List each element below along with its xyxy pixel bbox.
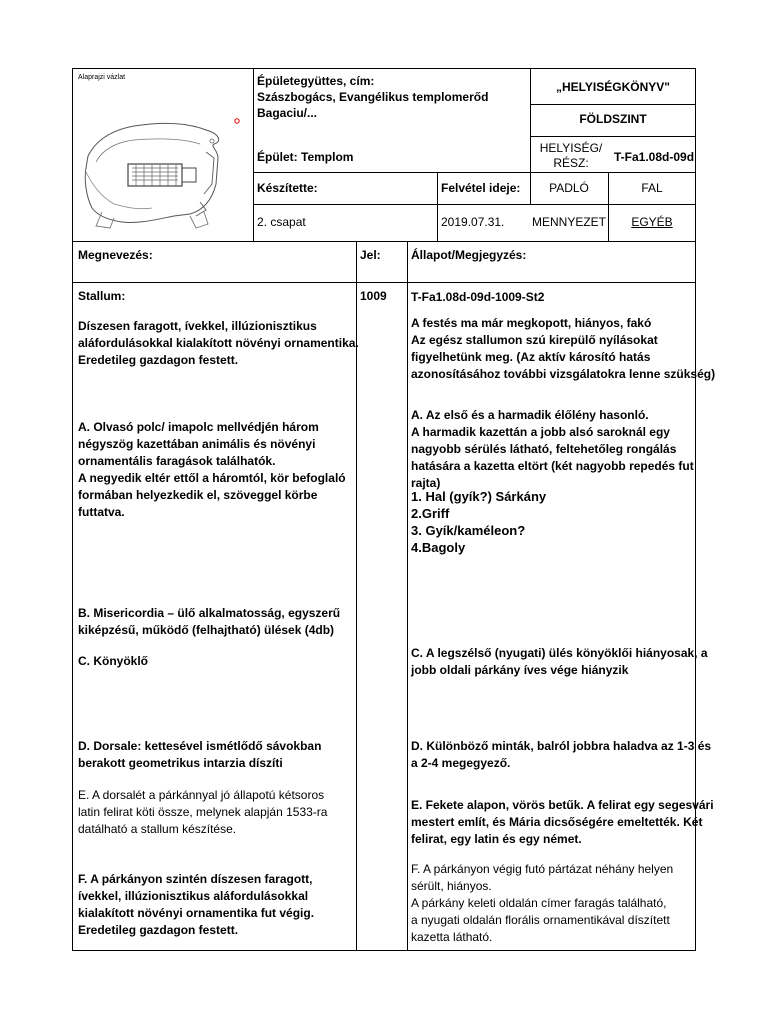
entry-mark: 1009 — [360, 289, 387, 303]
room-label-1: HELYISÉG/ — [539, 141, 603, 155]
desc-line: berakott geometrikus intarzia díszíti — [78, 756, 283, 770]
date-value: 2019.07.31. — [441, 215, 505, 229]
desc-line: aláfordulásokkal kialakított növényi ornamentika. — [78, 336, 359, 350]
state-line: kazetta látható. — [411, 930, 493, 944]
entry-code: T-Fa1.08d-09d-1009-St2 — [411, 290, 545, 304]
state-line: sérült, hiányos. — [411, 879, 492, 893]
list-item: 3. Gyík/kaméleon? — [411, 523, 526, 538]
desc-line: Eredetileg gazdagon festett. — [78, 353, 239, 367]
section-b-description — [78, 605, 340, 639]
desc-line: futtatva. — [78, 505, 125, 519]
state-line: D. Különböző minták, balról jobbra haladva az 1-3 és — [411, 739, 712, 753]
room-code: T-Fa1.08d-09d — [614, 150, 695, 164]
state-line: a 2-4 megegyező. — [411, 756, 511, 770]
list-item: 2.Griff — [411, 506, 450, 521]
state-line: Az egész stallumon szú kirepülő nyílásokat — [411, 333, 658, 347]
room-label-2: RÉSZ: — [553, 156, 589, 170]
rule-floor — [530, 136, 696, 137]
desc-line: kialakított növényi ornamentika fut végig. — [78, 906, 315, 920]
column-name-header: Megnevezés: — [78, 248, 153, 262]
state-line: F. A párkányon végig futó pártázat néhány helyen — [411, 862, 674, 876]
rule-surfaces — [253, 204, 696, 205]
section-f-state — [411, 861, 673, 946]
date-label: Felvétel ideje: — [441, 181, 521, 195]
floor-label: FÖLDSZINT — [579, 112, 647, 126]
rule-room — [253, 172, 696, 173]
list-item: 1. Hal (gyík?) Sárkány — [411, 489, 547, 504]
state-line: a nyugati oldalán florális ornamentikával díszített — [411, 913, 670, 927]
floor-plan-sketch — [82, 112, 248, 232]
state-line: A festés ma már megkopott, hiányos, fakó — [411, 316, 652, 330]
state-line: felirat, egy latin és egy német. — [411, 832, 582, 846]
state-line: rajta) — [411, 476, 441, 490]
desc-line: D. Dorsale: kettesével ismétlődő sávokban — [78, 739, 322, 753]
section-e-state — [411, 797, 714, 848]
rule-header-end — [72, 241, 696, 242]
rule-colheads — [72, 282, 696, 283]
desc-line: A. Olvasó polc/ imapolc mellvédjén három — [78, 420, 319, 434]
building-complex-line-2: Bagaciu/... — [257, 106, 318, 120]
section-d-state — [411, 738, 711, 772]
building-complex-label: Épületegyüttes, cím: — [257, 74, 375, 88]
desc-line: A negyedik eltér ettől a háromtól, kör befoglaló — [78, 471, 346, 485]
building-complex-line-1: Szászbogács, Evangélikus templomerőd — [257, 90, 489, 104]
desc-line: latin felirat köti össze, melynek alapján 1533-ra — [78, 805, 328, 819]
section-d-description — [78, 738, 321, 772]
section-c-state — [411, 645, 708, 679]
section-c-description: C. Könyöklő — [78, 654, 149, 668]
state-line: A harmadik kazettán a jobb alsó saroknál egy — [411, 425, 670, 439]
desc-line: E. A dorsalét a párkánnyal jó állapotú kétsoros — [78, 788, 325, 802]
state-line: E. Fekete alapon, vörös betűk. A felirat egy segesvári — [411, 798, 714, 812]
column-state-header: Állapot/Megjegyzés: — [411, 248, 527, 262]
made-by-value: 2. csapat — [257, 215, 306, 229]
desc-line: formában helyezkedik el, szöveggel körbe — [78, 488, 318, 502]
stallum-title: Stallum: — [78, 289, 126, 303]
state-line: A. Az első és a harmadik élőlény hasonló. — [411, 408, 649, 422]
rule-date-split — [437, 172, 438, 242]
building-label: Épület: Templom — [257, 150, 354, 164]
desc-line: négyszög kazettában animális és növényi — [78, 437, 316, 451]
desc-line: kiképzésű, működő (felhajtható) ülések (4db) — [78, 623, 335, 637]
state-line: jobb oldali párkány íves vége hiányzik — [411, 663, 629, 677]
state-line: figyelhetünk meg. (Az aktív károsító hatás — [411, 350, 651, 364]
state-intro — [411, 315, 715, 383]
stallum-description — [78, 318, 359, 369]
section-e-description — [78, 787, 327, 838]
desc-line: Eredetileg gazdagon festett. — [78, 923, 239, 937]
state-line: azonosításához további vizsgálatokra lenne szükség) — [411, 367, 716, 381]
state-line: nagyobb sérülés látható, feltehetőleg rongálás — [411, 442, 677, 456]
section-a-description — [78, 419, 346, 521]
desc-line: Díszesen faragott, ívekkel, illúzionisztikus — [78, 319, 317, 333]
section-a-state — [411, 407, 694, 492]
surface-floor: PADLÓ — [549, 181, 589, 195]
section-f-description — [78, 871, 314, 939]
made-by-label: Készítette: — [257, 181, 318, 195]
desc-line: F. A párkányon szintén díszesen faragott, — [78, 872, 313, 886]
book-title: „HELYISÉGKÖNYV" — [556, 80, 670, 94]
list-item: 4.Bagoly — [411, 540, 466, 555]
border-left — [72, 68, 73, 951]
desc-line: ívekkel, illúzionisztikus aláfordulásokkal — [78, 889, 309, 903]
rule-sketch — [253, 68, 254, 242]
desc-line: ornamentális faragások találhatók. — [78, 454, 276, 468]
state-line: hatására a kazetta eltört (két nagyobb repedés fut — [411, 459, 694, 473]
desc-line: datálható a stallum készítése. — [78, 822, 237, 836]
section-a-list — [411, 488, 546, 556]
column-mark-header: Jel: — [360, 248, 381, 262]
border-bottom — [72, 950, 696, 951]
sketch-label: Alaprajzi vázlat — [78, 74, 126, 81]
surface-ceiling: MENNYEZET — [531, 215, 606, 229]
rule-book-title — [530, 104, 696, 105]
rule-mark-right — [407, 241, 408, 951]
surface-other-link[interactable]: EGYÉB — [631, 215, 673, 229]
desc-line: B. Misericordia – ülő alkalmatosság, egyszerű — [78, 606, 341, 620]
state-line: C. A legszélső (nyugati) ülés könyöklői hiányosak, a — [411, 646, 708, 660]
state-line: A párkány keleti oldalán címer faragás található, — [411, 896, 667, 910]
surface-wall: FAL — [641, 181, 663, 195]
border-top — [72, 68, 696, 69]
state-line: mestert említ, és Mária dicsőségére emeltették. Két — [411, 815, 703, 829]
